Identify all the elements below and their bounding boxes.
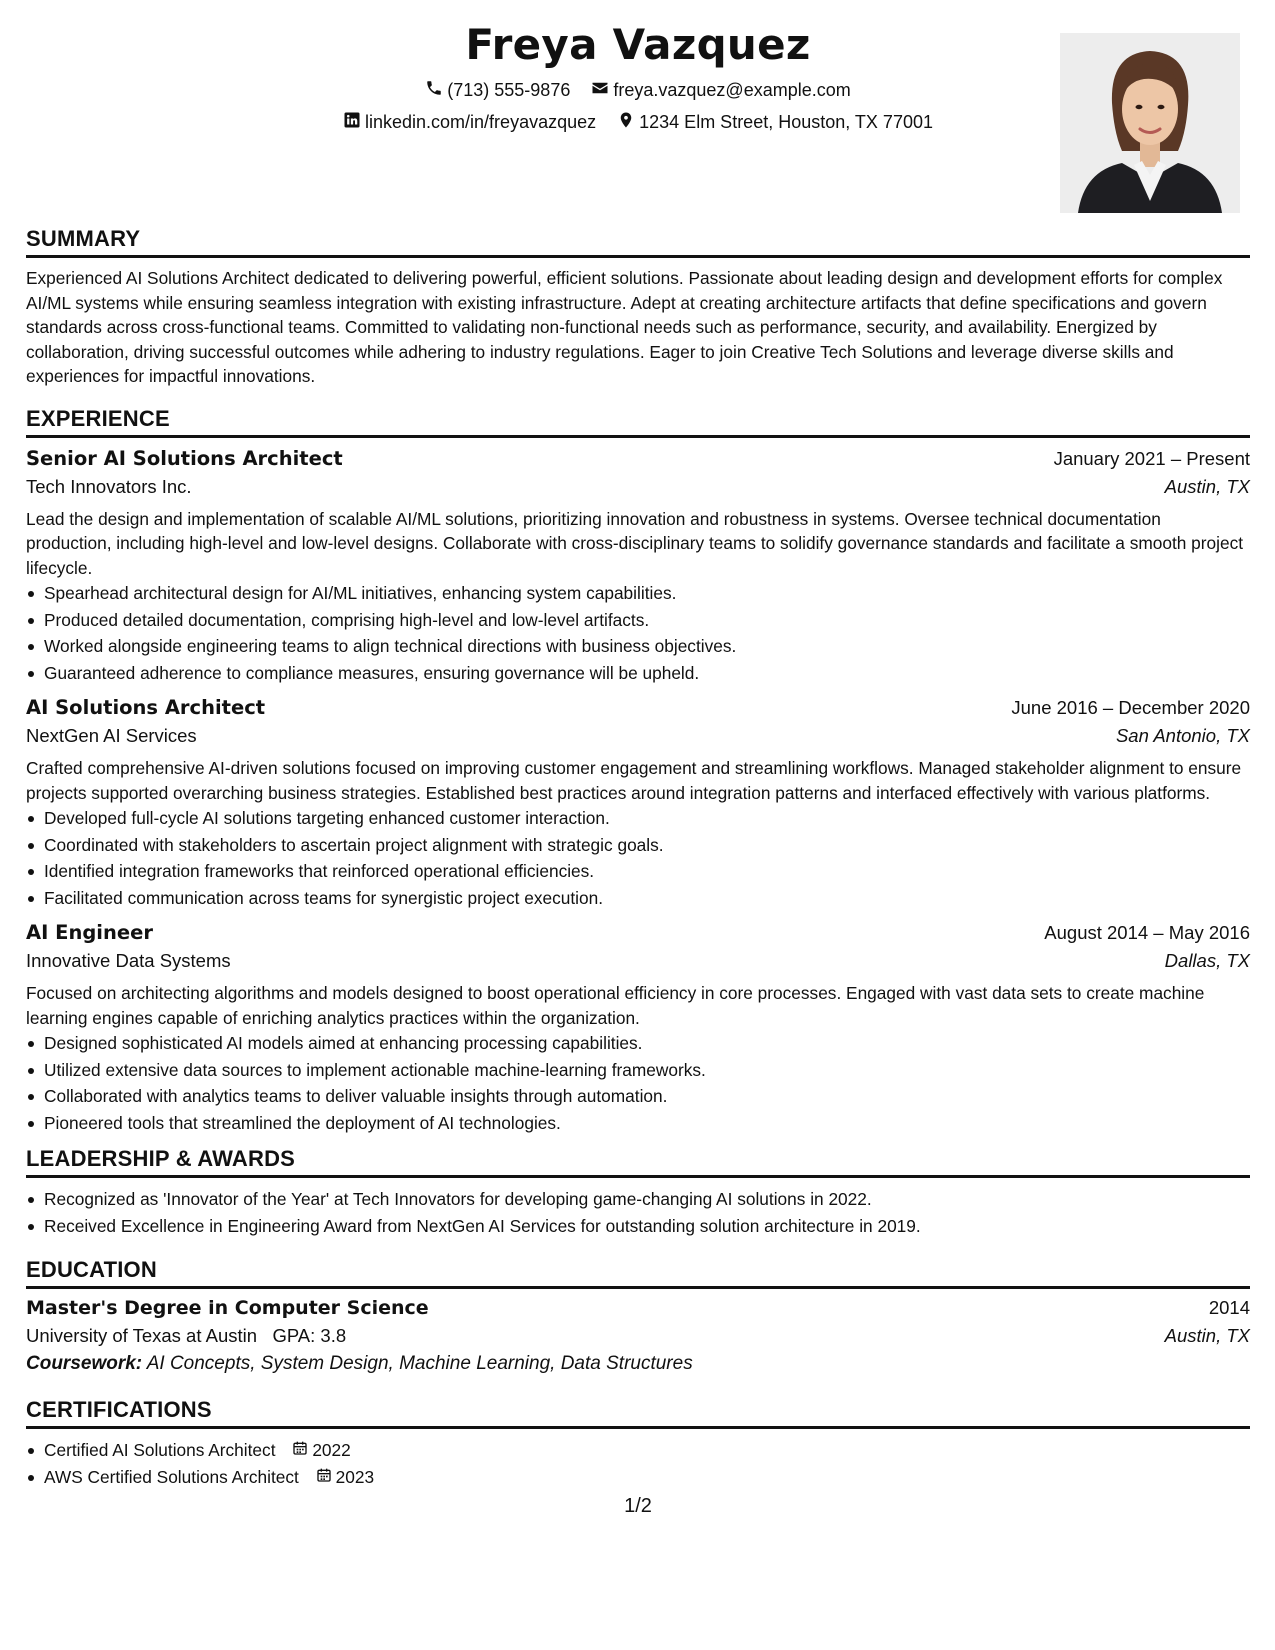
job-entry xyxy=(26,921,1250,1136)
phone-contact xyxy=(425,79,570,102)
list-item: Received Excellence in Engineering Award from NextGen AI Services for outstanding solution architecture in 2019. xyxy=(26,1213,1250,1240)
job-bullets xyxy=(26,805,1250,911)
map-pin-icon xyxy=(617,111,639,134)
job-bullets xyxy=(26,580,1250,686)
calendar-icon xyxy=(316,1464,336,1491)
company-name: Tech Innovators Inc. xyxy=(26,475,192,497)
list-item: Guaranteed adherence to compliance measures, ensuring governance will be upheld. xyxy=(26,660,1250,687)
job-dates: January 2021 – Present xyxy=(1053,447,1250,469)
experience-heading: EXPERIENCE xyxy=(26,406,1250,438)
certifications-heading: CERTIFICATIONS xyxy=(26,1397,1250,1429)
certification-year: 2022 xyxy=(312,1440,351,1460)
list-item: Recognized as 'Innovator of the Year' at Tech Innovators for developing game-changing AI solutions in 2022. xyxy=(26,1186,1250,1213)
job-dates: August 2014 – May 2016 xyxy=(1044,922,1250,943)
list-item: Facilitated communication across teams for synergistic project execution. xyxy=(26,885,1250,912)
certification-name: Certified AI Solutions Architect xyxy=(44,1440,276,1460)
list-item: Produced detailed documentation, comprising high-level and low-level artifacts. xyxy=(26,607,1250,634)
resume-header xyxy=(26,0,1250,226)
resume-page xyxy=(26,0,1250,1650)
list-item: Utilized extensive data sources to implement actionable machine-learning frameworks. xyxy=(26,1057,1250,1084)
list-item: Designed sophisticated AI models aimed at enhancing processing capabilities. xyxy=(26,1030,1250,1057)
leadership-section xyxy=(26,1146,1250,1239)
linkedin-icon xyxy=(343,111,365,134)
list-item: Developed full-cycle AI solutions targeting enhanced customer interaction. xyxy=(26,805,1250,832)
address-text: 1234 Elm Street, Houston, TX 77001 xyxy=(639,112,933,132)
summary-text: Experienced AI Solutions Architect dedicated to delivering powerful, efficient solutions. Passionate about leading design and development efforts for complex AI/ML systems while ensuring seamless integration with existing infrastructure. Adept at creating architecture artifacts that define specifications and govern standards across cross-functional teams. Committed to validating non-functional needs such as performance, security, and availability. Energized by collaboration, driving successful outcomes while adhering to industry regulations. Eager to join Creative Tech Solutions and leverage diverse skills and experiences for impactful innovations. xyxy=(26,268,1223,386)
gpa: GPA: 3.8 xyxy=(272,1325,347,1346)
phone-text: (713) 555-9876 xyxy=(447,80,571,100)
certification-name: AWS Certified Solutions Architect xyxy=(44,1466,299,1487)
degree-title: Master's Degree in Computer Science xyxy=(26,1297,429,1319)
job-location: Austin, TX xyxy=(1164,475,1250,497)
list-item: Identified integration frameworks that reinforced operational efficiencies. xyxy=(26,858,1250,885)
linkedin-contact[interactable] xyxy=(343,111,596,134)
candidate-name: Freya Vazquez xyxy=(465,20,811,69)
job-description: Lead the design and implementation of scalable AI/ML solutions, prioritizing innovation and robustness in systems. Oversee technical documentation production, including high-level and low-level designs. Collaborate with cross-disciplinary teams to solidify governance standards and facilitate a smooth project lifecycle. xyxy=(26,508,1244,578)
summary-heading: SUMMARY xyxy=(26,226,1250,258)
coursework-list: AI Concepts, System Design, Machine Learning, Data Structures xyxy=(146,1353,693,1374)
email-contact[interactable] xyxy=(591,79,850,102)
list-item xyxy=(26,1464,1250,1491)
school-name: University of Texas at Austin xyxy=(26,1325,258,1346)
company-name: Innovative Data Systems xyxy=(26,950,231,971)
job-location: San Antonio, TX xyxy=(1115,725,1250,746)
certifications-section xyxy=(26,1397,1250,1490)
job-bullets xyxy=(26,1030,1250,1136)
address-contact xyxy=(617,111,933,134)
certification-year: 2023 xyxy=(335,1466,375,1487)
job-title: AI Solutions Architect xyxy=(26,696,266,719)
list-item: Coordinated with stakeholders to ascertain project alignment with strategic goals. xyxy=(26,832,1250,859)
job-description: Crafted comprehensive AI-driven solutions focused on improving customer engagement and streamlining workflows. Managed stakeholder alignment to ensure projects supported overarching business strategies. Established best practices around integration patterns and interfaced effectively with various platforms. xyxy=(26,758,1242,803)
school-location: Austin, TX xyxy=(1164,1325,1250,1346)
coursework xyxy=(26,1353,1250,1375)
phone-icon xyxy=(425,79,447,102)
list-item: Spearhead architectural design for AI/ML initiatives, enhancing system capabilities. xyxy=(26,580,1250,607)
job-location: Dallas, TX xyxy=(1164,950,1250,971)
envelope-icon xyxy=(591,79,613,102)
list-item: Worked alongside engineering teams to align technical directions with business objectives. xyxy=(26,633,1250,660)
linkedin-text[interactable]: linkedin.com/in/freyavazquez xyxy=(365,112,597,132)
job-title: AI Engineer xyxy=(26,921,153,944)
page-number: 1/2 xyxy=(624,1495,652,1517)
email-text[interactable]: freya.vazquez@example.com xyxy=(613,80,851,100)
graduation-year: 2014 xyxy=(1208,1297,1250,1318)
list-item: Collaborated with analytics teams to deliver valuable insights through automation. xyxy=(26,1083,1250,1110)
job-title: Senior AI Solutions Architect xyxy=(26,446,343,470)
calendar-icon xyxy=(292,1437,312,1464)
list-item: Pioneered tools that streamlined the deployment of AI technologies. xyxy=(26,1110,1250,1137)
company-name: NextGen AI Services xyxy=(26,725,197,746)
awards-list xyxy=(26,1186,1250,1239)
coursework-label: Coursework: xyxy=(26,1353,143,1374)
job-dates: June 2016 – December 2020 xyxy=(1011,697,1250,718)
list-item xyxy=(26,1437,1250,1464)
certifications-list xyxy=(26,1437,1250,1490)
education-section xyxy=(26,1257,1250,1375)
profile-photo xyxy=(1060,33,1240,213)
experience-section xyxy=(26,406,1250,1137)
job-entry xyxy=(26,696,1250,911)
job-description: Focused on architecting algorithms and models designed to boost operational efficiency in core processes. Engaged with vast data sets to create machine learning engines capable of enriching analytics practices within the organization. xyxy=(26,983,1205,1028)
leadership-heading: LEADERSHIP & AWARDS xyxy=(26,1146,1250,1178)
education-heading: EDUCATION xyxy=(26,1257,1250,1289)
job-entry xyxy=(26,447,1250,687)
summary-section xyxy=(26,226,1250,389)
